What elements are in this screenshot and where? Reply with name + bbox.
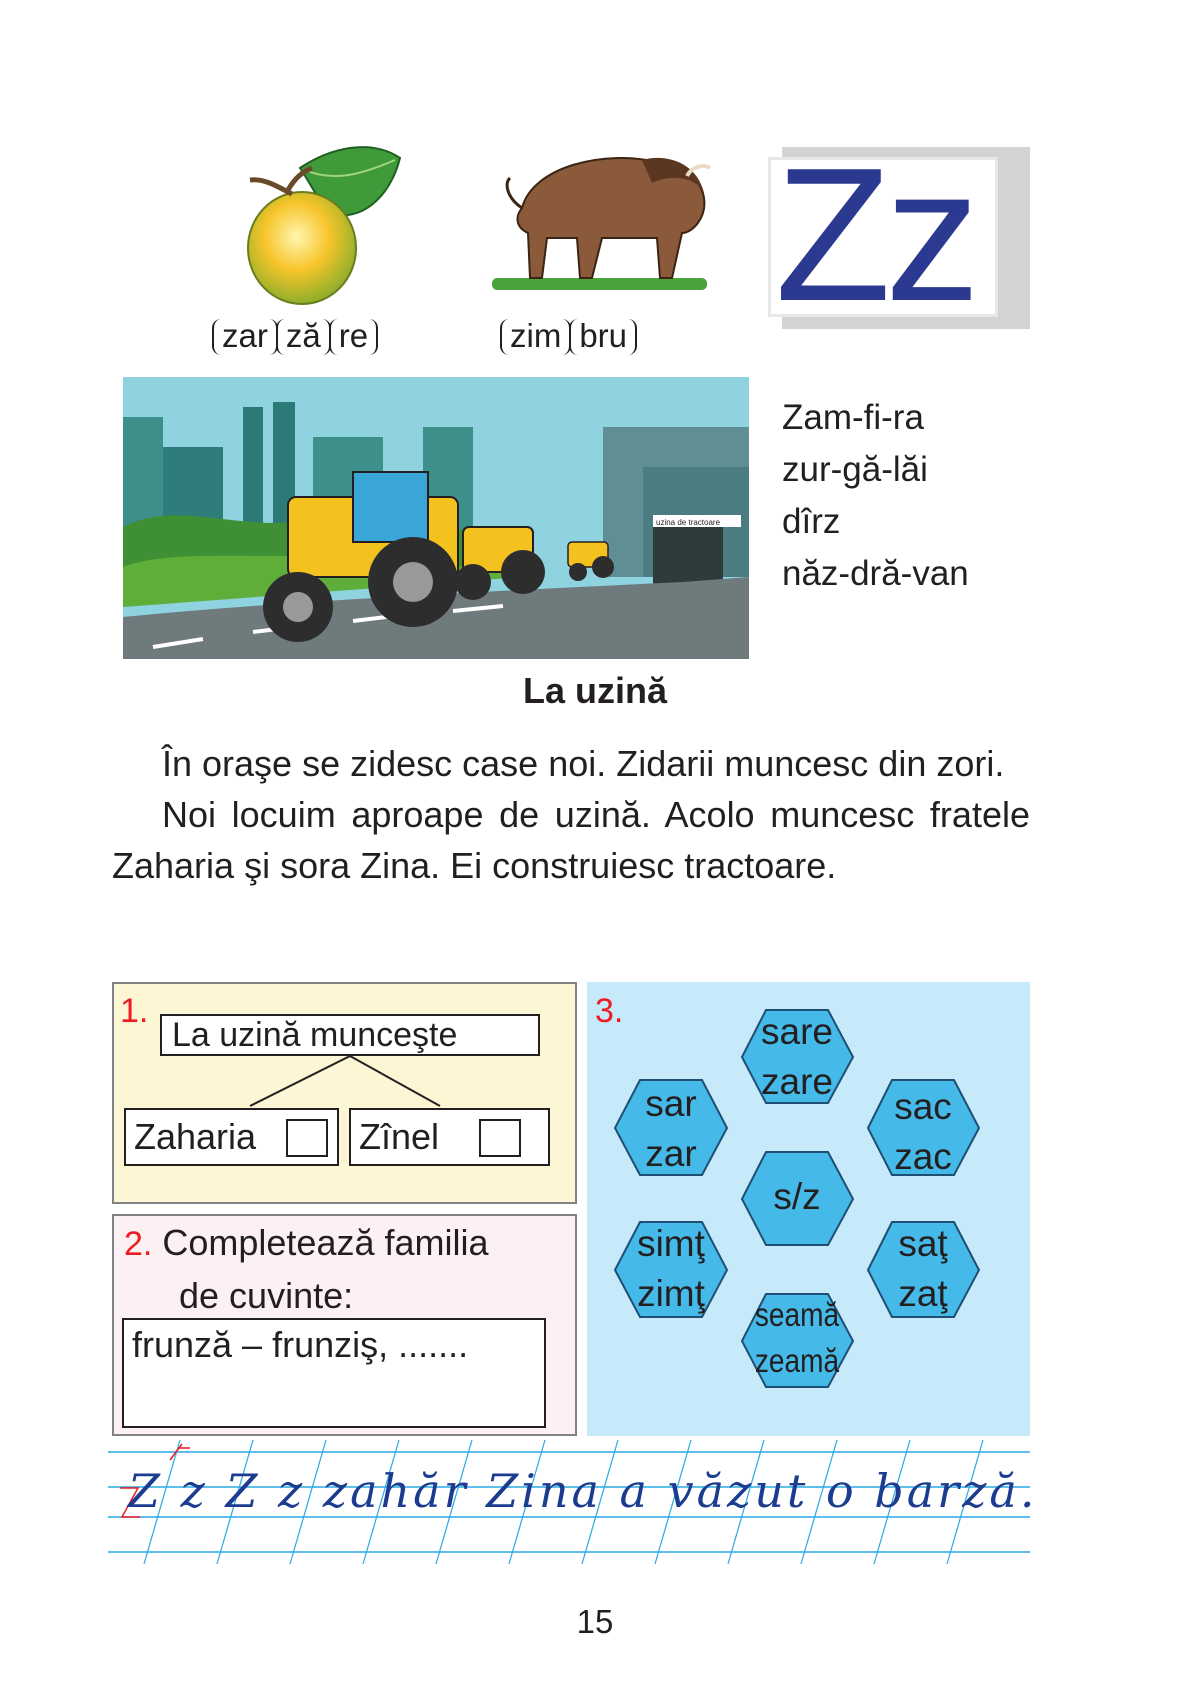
option-label: Zînel: [359, 1116, 440, 1157]
factory-sign: uzina de tractoare: [656, 518, 721, 527]
exercise-1-connector-lines: [240, 1056, 480, 1108]
hex-label-lower-left: [601, 1219, 741, 1319]
exercise-3-panel: [587, 982, 1030, 1436]
word-item: dîrz: [782, 502, 841, 541]
exercise-2-prompt-line1: Completează familia: [162, 1222, 489, 1263]
hex-word: saţ: [898, 1223, 948, 1264]
exercise-2-prompt: [124, 1217, 489, 1322]
story-title: La uzină: [522, 670, 668, 711]
exercise-2-number: 2.: [124, 1225, 153, 1263]
hex-label-lower-right: [853, 1219, 993, 1319]
hex-word: seamă: [754, 1296, 840, 1333]
page-number: 15: [576, 1603, 614, 1640]
hex-word: zeamă: [754, 1342, 840, 1379]
hex-word: zar: [645, 1133, 697, 1174]
exercise-1-number: 1.: [120, 992, 149, 1030]
word-item: zur-gă-lăi: [782, 450, 928, 489]
hex-word: sac: [894, 1086, 952, 1127]
exercise-3-number: 3.: [595, 992, 624, 1030]
hex-label-upper-left: [601, 1079, 741, 1179]
hex-word: zare: [761, 1061, 833, 1102]
hex-word: sare: [761, 1011, 833, 1052]
hex-word: zimţ: [637, 1273, 705, 1314]
syllables-bison: [500, 319, 635, 355]
hex-word: zaţ: [898, 1273, 948, 1314]
exercise-2-prompt-line2: de cuvinte:: [179, 1275, 354, 1316]
exercise-1-prompt: La uzină munceşte: [160, 1014, 540, 1056]
syllable-word-list: [782, 392, 969, 600]
hex-word: zac: [894, 1136, 952, 1177]
option-label: Zaharia: [134, 1116, 257, 1157]
bison-illustration: [492, 138, 722, 303]
story-text: [112, 738, 1030, 891]
syllable: ză: [276, 319, 331, 355]
option-zinel: [349, 1108, 550, 1166]
handwriting-sample: Z z Z z zahăr Zina a văzut o barză.: [128, 1464, 1038, 1518]
option-zaharia: [124, 1108, 339, 1166]
hex-label-upper-right: [853, 1082, 993, 1182]
syllable: re: [329, 319, 378, 355]
hex-label-bottom: [738, 1292, 857, 1384]
hex-label-top: [727, 1007, 867, 1107]
hex-word: sar: [645, 1083, 697, 1124]
option-checkbox[interactable]: [479, 1119, 521, 1157]
syllables-apple: [212, 319, 376, 355]
word-item: năz-dră-van: [782, 554, 969, 593]
letter-heading: Zz: [775, 129, 975, 341]
hex-word: simţ: [637, 1223, 705, 1264]
apple-illustration: [240, 138, 410, 308]
story-paragraph: În oraşe se zidesc case noi. Zidarii muncesc din zori.: [162, 743, 1005, 784]
option-checkbox[interactable]: [286, 1119, 328, 1157]
syllable: zim: [500, 319, 571, 355]
hex-label-center: s/z: [773, 1176, 821, 1217]
story-paragraph: Noi locuim aproape de uzină. Acolo muncesc fratele Zaharia şi sora Zina. Ei construiesc tractoare.: [112, 794, 1030, 886]
exercise-2-answer-field[interactable]: frunză – frunziş, .......: [122, 1318, 546, 1428]
word-item: Zam-fi-ra: [782, 398, 924, 437]
syllable: bru: [569, 319, 637, 355]
syllable: zar: [212, 319, 278, 355]
factory-scene-illustration: [123, 377, 749, 659]
